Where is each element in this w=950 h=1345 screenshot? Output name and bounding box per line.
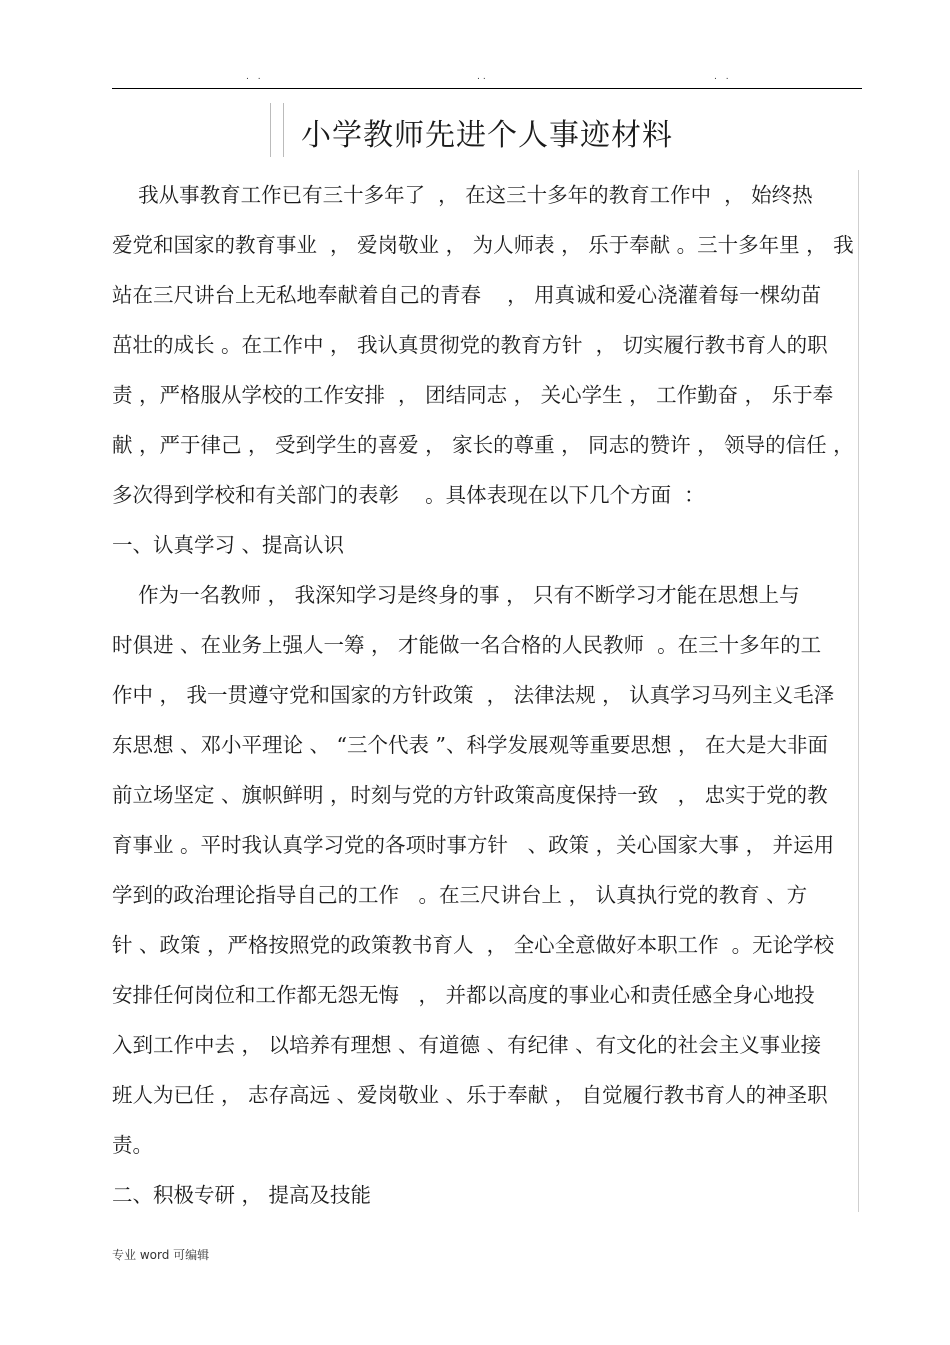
header-rule: [112, 88, 862, 89]
header-dots-left: . .: [246, 72, 264, 82]
text-line: 多次得到学校和有关部门的表彰 。具体表现在以下几个方面 ：: [112, 483, 705, 507]
text-line: 茁壮的成长 。在工作中 ， 我认真贯彻党的教育方针 ， 切实履行教书育人的职: [112, 333, 828, 357]
page-header: [112, 72, 862, 86]
text-line: 时俱进 、在业务上强人一筹 ， 才能做一名合格的人民教师 。在三十多年的工: [112, 633, 822, 657]
text-line: 东思想 、邓小平理论 、 “三个代表 ”、科学发展观等重要思想 ， 在大是大非面: [112, 733, 829, 757]
text-line: 入到工作中去 ， 以培养有理想 、有道德 、有纪律 、有文化的社会主义事业接: [112, 1033, 822, 1057]
text-line: 安排任何岗位和工作都无怨无悔 ， 并都以高度的事业心和责任感全身心地投: [112, 983, 815, 1007]
text-line: 站在三尺讲台上无私地奉献着自己的青春 ， 用真诚和爱心浇灌着每一棵幼苗: [112, 283, 822, 307]
text-line: 责。: [112, 1133, 153, 1157]
text-line: 学到的政治理论指导自己的工作 。在三尺讲台上 ， 认真执行党的教育 、方: [112, 883, 808, 907]
page-footer: 专业 word 可编辑: [112, 1248, 210, 1262]
text-line: 责 ，严格服从学校的工作安排 ， 团结同志 ， 关心学生 ， 工作勤奋 ， 乐于奉: [112, 383, 834, 407]
margin-rule: [858, 170, 859, 1212]
text-line: 前立场坚定 、旗帜鲜明 ，时刻与党的方针政策高度保持一致 ， 忠实于党的教: [112, 783, 828, 807]
text-line: 献 ，严于律己 ， 受到学生的喜爱 ， 家长的尊重 ， 同志的赞许 ， 领导的信任 ，: [112, 433, 854, 457]
text-line: 作中 ， 我一贯遵守党和国家的方针政策 ， 法律法规 ， 认真学习马列主义毛泽: [112, 683, 835, 707]
text-line: 班人为已任 ， 志存高远 、爱岗敬业 、乐于奉献 ， 自觉履行教书育人的神圣职: [112, 1083, 828, 1107]
header-dots-right: . .: [714, 72, 732, 82]
section-heading: 一、认真学习 、提高认识: [112, 533, 345, 557]
document-body: [112, 170, 852, 1220]
text-line: 育事业 。平时我认真学习党的各项时事方针 、政策 ，关心国家大事 ， 并运用: [112, 833, 835, 857]
section-heading: 二、积极专研 ， 提高及技能: [112, 1183, 372, 1207]
text-line: 我从事教育工作已有三十多年了 ， 在这三十多年的教育工作中 ， 始终热: [112, 183, 813, 207]
text-line: 爱党和国家的教育事业 ， 爱岗敬业 ， 为人师表 ， 乐于奉献 。三十多年里 ， 我: [112, 233, 854, 257]
text-line: 作为一名教师 ， 我深知学习是终身的事 ， 只有不断学习才能在思想上与: [112, 583, 800, 607]
text-line: 针 、政策 ，严格按照党的政策教书育人 ， 全心全意做好本职工作 。无论学校: [112, 933, 835, 957]
document-title: 小学教师先进个人事迹材料: [301, 118, 673, 153]
header-dots-center: ..: [477, 72, 489, 82]
